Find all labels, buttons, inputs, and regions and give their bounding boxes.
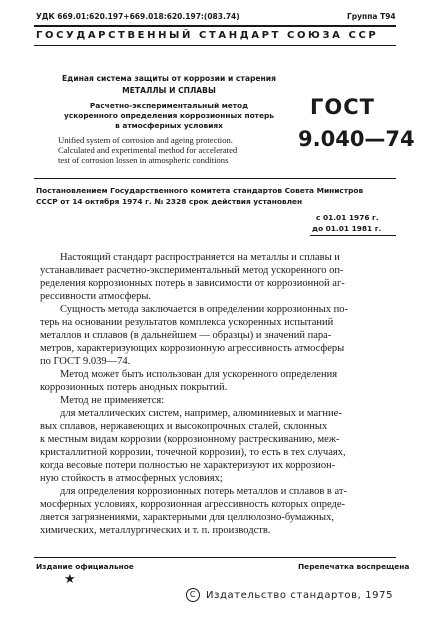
body-line: ределения коррозионных потерь в зависимости от коррозионной аг- bbox=[40, 278, 345, 289]
group-code: Группа Т94 bbox=[347, 12, 396, 21]
body-line: к местным видам коррозии (коррозионному растрескиванию, меж- bbox=[40, 434, 340, 445]
body-line: химических, металлургических и т. п. производств. bbox=[40, 525, 271, 536]
body-line: для определения коррозионных потерь металлов и сплавов в ат- bbox=[60, 486, 347, 497]
standard-title: ГОСУДАРСТВЕННЫЙ СТАНДАРТ СОЮЗА ССР bbox=[36, 30, 379, 41]
top-rule bbox=[34, 25, 396, 27]
section-name: МЕТАЛЛЫ И СПЛАВЫ bbox=[122, 86, 216, 95]
copyright-icon: C bbox=[186, 588, 200, 602]
body-line: вых сплавов, нержавеющих и высокопрочных сталей, склонных bbox=[40, 421, 328, 432]
body-line: мосферных условиях, коррозионная агрессивность которых опреде- bbox=[40, 499, 345, 510]
reprint-notice: Перепечатка воспрещена bbox=[298, 562, 410, 571]
gost-number: 9.040—74 bbox=[298, 127, 415, 151]
dates-rule bbox=[310, 235, 396, 236]
system-name: Единая система защиты от коррозии и старения bbox=[62, 74, 276, 83]
decree-rule bbox=[34, 178, 396, 179]
body-line: ляется загрязнениями, характерными для целлюлозно-бумажных, bbox=[40, 512, 334, 523]
effective-from-date: с 01.01 1976 г. bbox=[316, 213, 379, 222]
title-rule bbox=[34, 45, 396, 46]
footer-rule bbox=[34, 557, 396, 558]
decree-line: Постановлением Государственного комитета стандартов Совета Министров bbox=[36, 186, 364, 195]
body-line: ную стойкость в атмосферных условиях; bbox=[40, 473, 223, 484]
english-title-line: Unified system of corrosion and ageing protection. bbox=[58, 135, 233, 145]
method-title-line: Расчетно-экспериментальный метод bbox=[89, 101, 249, 110]
body-line: рессивности атмосферы. bbox=[40, 291, 152, 302]
official-edition-label: Издание официальное bbox=[36, 562, 134, 571]
gost-label: ГОСТ bbox=[310, 95, 375, 119]
body-line: кристаллитной коррозии, точечной коррозии), то есть в тех случаях, bbox=[40, 447, 346, 458]
effective-to-date: до 01.01 1981 г. bbox=[312, 224, 382, 233]
body-line: коррозионных потерь анодных покрытий. bbox=[40, 382, 228, 393]
publisher-line bbox=[186, 588, 393, 602]
body-line: Метод может быть использован для ускоренного определения bbox=[60, 369, 338, 380]
body-line: Метод не применяется: bbox=[60, 395, 165, 406]
star-icon: ★ bbox=[64, 572, 76, 587]
method-title-line: ускоренного определения коррозионных потерь bbox=[64, 111, 274, 120]
body-line: Настоящий стандарт распространяется на металлы и сплавы и bbox=[60, 252, 340, 263]
publisher-text: Издательство стандартов, 1975 bbox=[206, 590, 394, 601]
body-line: металлов и сплавов (в дальнейшем — образцы) и значений пара- bbox=[40, 330, 332, 341]
body-line: устанавливает расчетно-экспериментальный метод ускоренного оп- bbox=[40, 265, 344, 276]
udk-code: УДК 669.01:620.197+669.018:620.197:(083.74) bbox=[36, 12, 240, 21]
body-line: по ГОСТ 9.039—74. bbox=[40, 356, 131, 367]
english-title-line: Calculated and experimental method for accelerated bbox=[58, 145, 238, 155]
decree-line: СССР от 14 октября 1974 г. № 2328 срок действия установлен bbox=[36, 197, 303, 206]
method-title-line: в атмосферных условиях bbox=[115, 121, 223, 130]
body-line: для металлических систем, например, алюминиевых и магние- bbox=[60, 408, 342, 419]
body-line: терь на основании результатов комплекса ускоренных испытаний bbox=[40, 317, 334, 328]
body-line: когда весовые потери полностью не характеризуют их коррозион- bbox=[40, 460, 336, 471]
english-title-line: test of corrosion lossen in atmospheric conditions bbox=[58, 155, 229, 165]
body-line: Сущность метода заключается в определении коррозионных по- bbox=[60, 304, 348, 315]
body-line: метров, характеризующих коррозионную агрессивность атмосферы bbox=[40, 343, 345, 354]
